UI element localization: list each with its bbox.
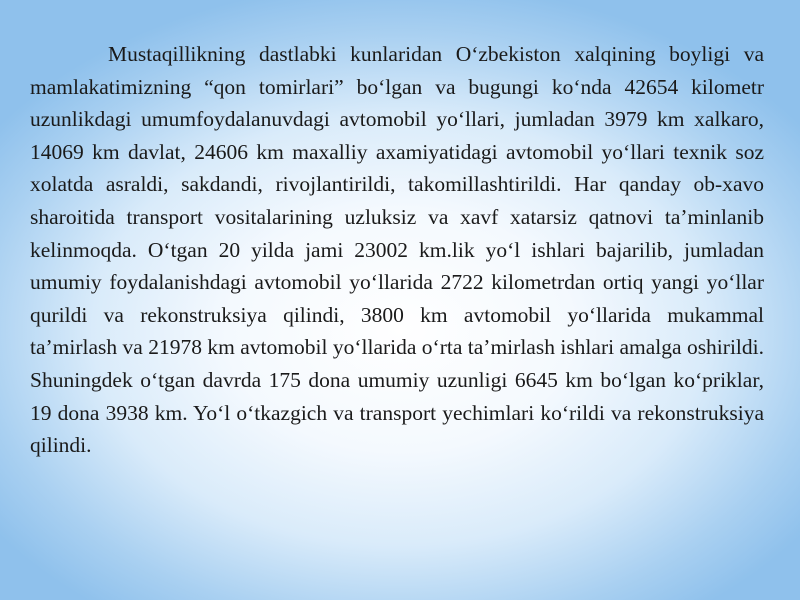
body-paragraph: Mustaqillikning dastlabki kunlaridan O‘zbekiston xalqining boyligi va mamlakatimizning “qon tomirlari” bo‘lgan va bugungi ko‘nda 42654 kilometr uzunlikdagi umumfoydalanuvdagi avtomobil yo‘llari, jumladan 3979 km xalkaro, 14069 km davlat, 24606 km maxalliy axamiyatidagi avtomobil yo‘llari texnik soz xolatda asraldi, sakdandi, rivojlantirildi, takomillashtirildi. Har qanday ob-xavo sharoitida transport vositalarining uzluksiz va xavf xatarsiz qatnovi ta’minlanib kelinmoqda. O‘tgan 20 yilda jami 23002 km.lik yo‘l ishlari bajarilib, jumladan umumiy foydalanishdagi avtomobil yo‘llarida 2722 kilometrdan ortiq yangi yo‘llar qurildi va rekonstruksiya qilindi, 3800 km avtomobil yo‘llarida mukammal ta’mirlash va 21978 km avtomobil yo‘llarida o‘rta ta’mirlash ishlari amalga oshirildi. Shuningdek o‘tgan davrda 175 dona umumiy uzunligi 6645 km bo‘lgan ko‘priklar, 19 dona 3938 km. Yo‘l o‘tkazgich va transport yechimlari ko‘rildi va rekonstruksiya qilindi. [30,42,764,458]
